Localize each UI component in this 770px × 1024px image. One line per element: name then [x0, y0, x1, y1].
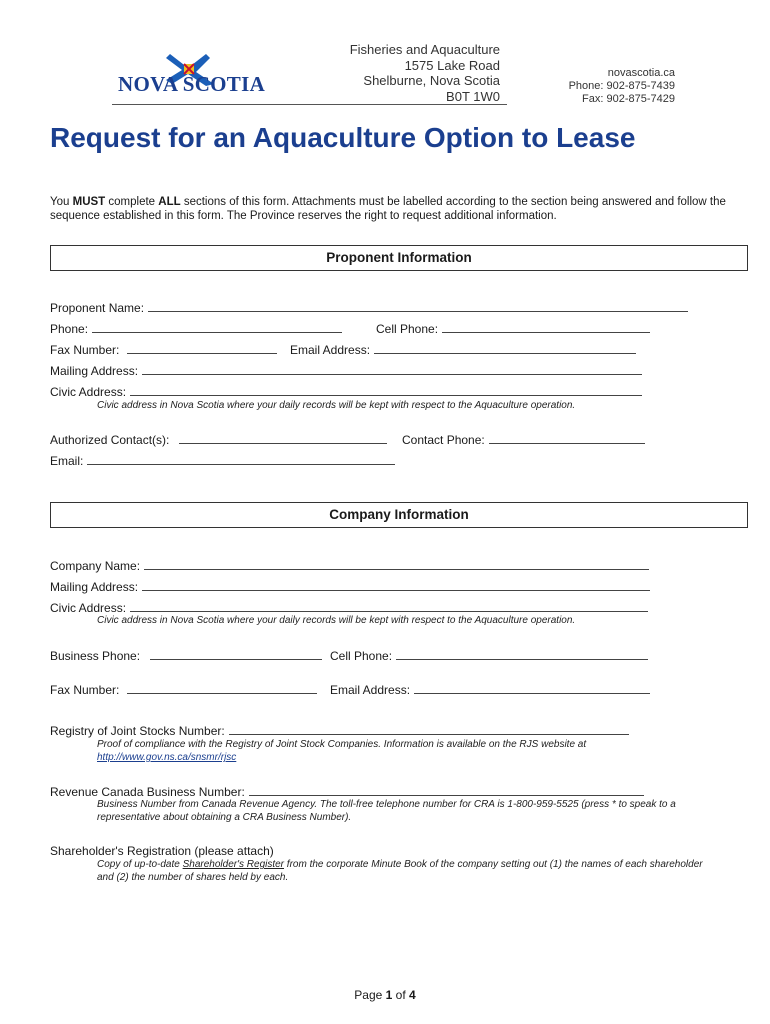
registry-field[interactable]	[229, 723, 629, 735]
proponent-name-field[interactable]	[148, 300, 688, 312]
header-divider	[112, 104, 507, 105]
office-contact	[569, 67, 675, 106]
address-line: Fisheries and Aquaculture	[349, 42, 500, 57]
revenue-row: Revenue Canada Business Number:	[50, 784, 644, 799]
email2-row: Email:	[50, 453, 395, 468]
business-phone-field[interactable]	[150, 648, 322, 660]
company-mailing-field[interactable]	[142, 579, 650, 591]
nova-scotia-logo	[110, 50, 285, 102]
email-field[interactable]	[374, 342, 636, 354]
shareholder-note: Copy of up-to-date Shareholder's Register from the corporate Minute Book of the company setting out (1) the names of each shareholder and (2) the number of shares held by each.	[97, 859, 703, 883]
company-email-field[interactable]	[414, 682, 650, 694]
contact-phone-row: Contact Phone:	[402, 432, 645, 447]
fax-row: Fax Number:	[50, 342, 277, 357]
registry-row: Registry of Joint Stocks Number:	[50, 723, 629, 738]
revenue-field[interactable]	[249, 784, 644, 796]
civic-note: Civic address in Nova Scotia where your daily records will be kept with respect to the Aquaculture operation.	[97, 400, 576, 411]
phone-field[interactable]	[92, 321, 342, 333]
company-cell-field[interactable]	[396, 648, 648, 660]
rjs-website-link[interactable]: http://www.gov.ns.ca/snsmr/rjsc	[97, 752, 237, 763]
registry-note: Proof of compliance with the Registry of Joint Stock Companies. Information is available on the RJS website at http://www.gov.ns.ca/snsmr/rjsc	[97, 739, 587, 763]
company-mailing-row: Mailing Address:	[50, 579, 650, 594]
company-name-row: Company Name:	[50, 558, 649, 573]
company-section-header: Company Information	[50, 502, 748, 528]
page-title: Request for an Aquaculture Option to Lease	[50, 122, 636, 153]
company-civic-row: Civic Address:	[50, 600, 648, 615]
address-line: Shelburne, Nova Scotia	[363, 73, 500, 88]
contact-phone-field[interactable]	[489, 432, 645, 444]
company-cell-row: Cell Phone:	[330, 648, 648, 663]
office-phone: Phone: 902-875-7439	[568, 80, 675, 92]
phone-row: Phone:	[50, 321, 342, 336]
company-fax-field[interactable]	[127, 682, 317, 694]
company-civic-field[interactable]	[130, 600, 648, 612]
business-phone-row: Business Phone:	[50, 648, 322, 663]
proponent-name-row: Proponent Name:	[50, 300, 688, 315]
authorized-contact-field[interactable]	[179, 432, 387, 444]
proponent-section-header: Proponent Information	[50, 245, 748, 271]
revenue-note: Business Number from Canada Revenue Agency. The toll-free telephone number for CRA is 1-800-959-5525 (press * to speak to a representative about obtaining a CRA Business Number).	[97, 799, 676, 823]
logo-text: NOVA SCOTIA	[118, 72, 266, 96]
company-fax-row: Fax Number:	[50, 682, 317, 697]
company-email-row: Email Address:	[330, 682, 650, 697]
civic-row: Civic Address:	[50, 384, 642, 399]
cell-phone-field[interactable]	[442, 321, 650, 333]
address-line: B0T 1W0	[446, 88, 500, 104]
email-row: Email Address:	[290, 342, 636, 357]
company-civic-note: Civic address in Nova Scotia where your daily records will be kept with respect to the Aquaculture operation.	[97, 615, 576, 626]
address-line: 1575 Lake Road	[404, 57, 500, 73]
fax-field[interactable]	[127, 342, 277, 354]
office-fax: Fax: 902-875-7429	[582, 93, 675, 105]
civic-address-field[interactable]	[130, 384, 642, 396]
mailing-address-field[interactable]	[142, 363, 642, 375]
office-address	[350, 42, 500, 104]
company-name-field[interactable]	[144, 558, 649, 570]
contact-email-field[interactable]	[87, 453, 395, 465]
authorized-row: Authorized Contact(s):	[50, 432, 387, 447]
shareholder-register-text: Shareholder's Register	[182, 859, 285, 870]
shareholder-label: Shareholder's Registration (please attach)	[50, 844, 274, 858]
intro-paragraph: You MUST complete ALL sections of this form. Attachments must be labelled according to the section being answered and follow the sequence established in this form. The Province reserves the right to request additional information.	[50, 196, 726, 222]
mailing-row: Mailing Address:	[50, 363, 642, 378]
website-text: novascotia.ca	[607, 67, 675, 79]
cell-row: Cell Phone:	[376, 321, 650, 336]
page-number: Page 1 of 4	[354, 988, 416, 1002]
